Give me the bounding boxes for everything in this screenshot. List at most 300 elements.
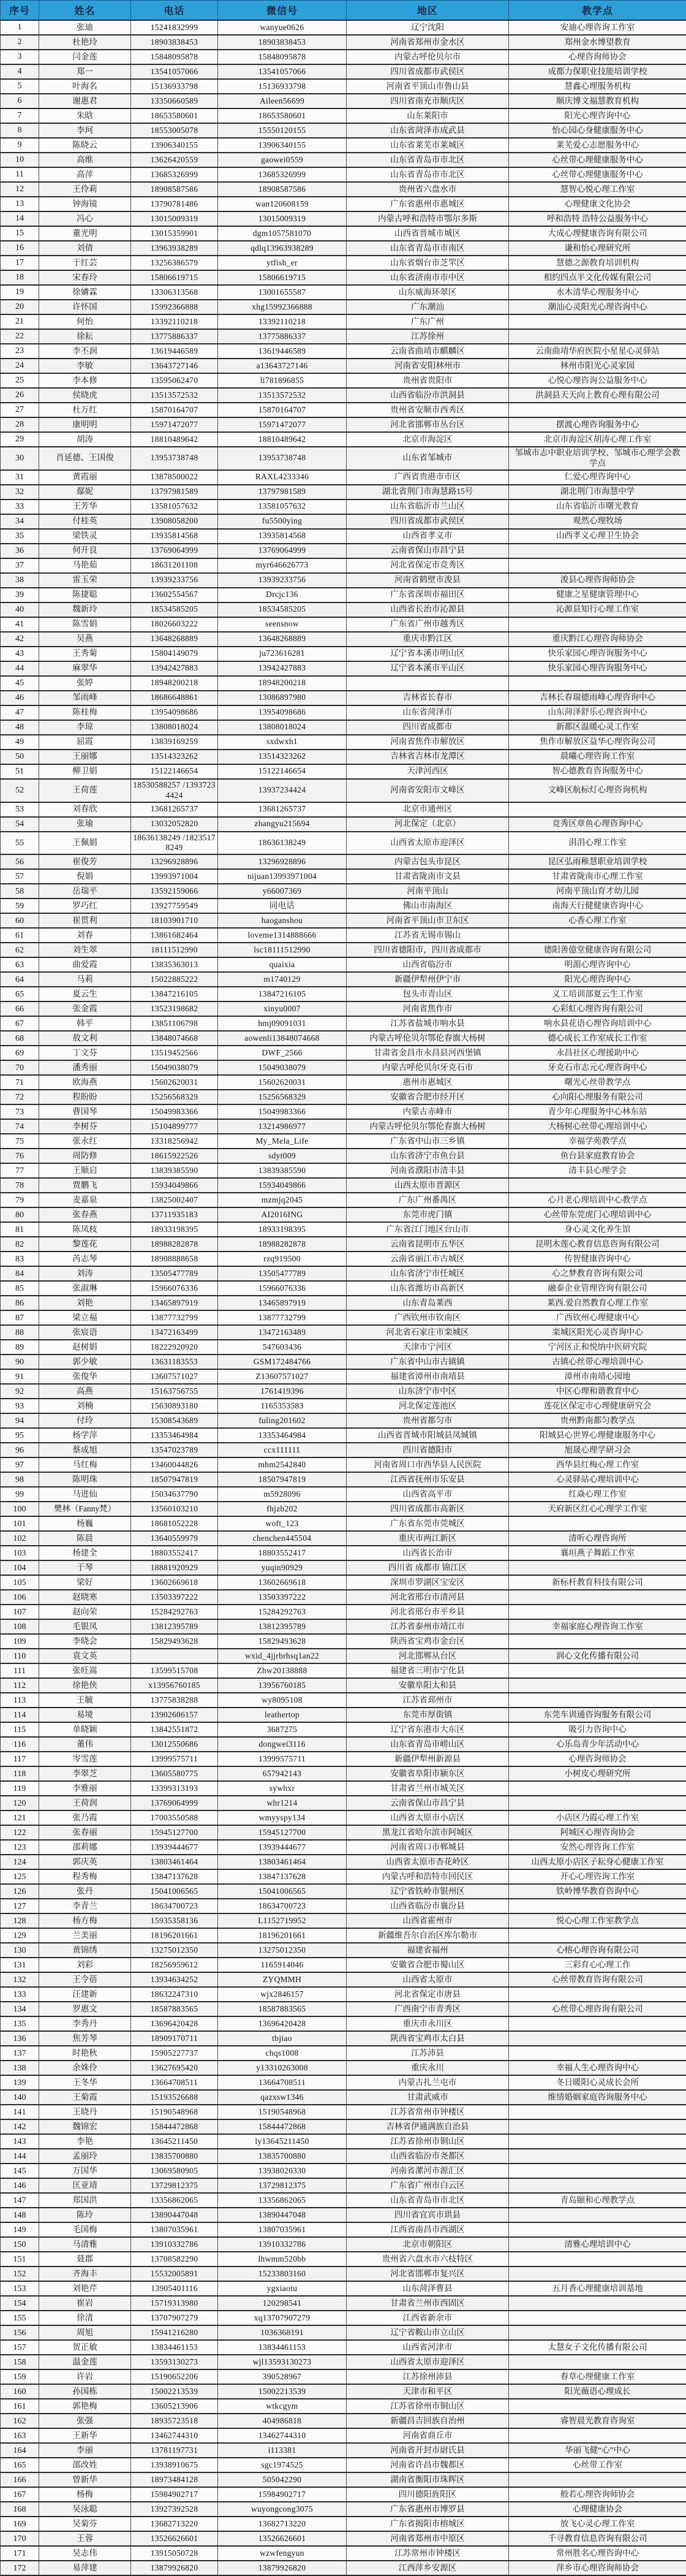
wechat-cell: 15284292763 bbox=[218, 1605, 347, 1619]
region-cell: 山东省邹城市 bbox=[347, 447, 509, 470]
wechat-cell: Zhw20138888 bbox=[218, 1663, 347, 1678]
wechat-cell: 18803552417 bbox=[218, 1546, 347, 1560]
site-cell bbox=[509, 2164, 686, 2178]
table-row bbox=[1, 2428, 686, 2443]
phone-cell: 18686648861 bbox=[131, 691, 218, 705]
site-cell: 心乐岛青少年活动中心 bbox=[509, 1737, 686, 1752]
phone-cell: 15041006565 bbox=[131, 1884, 218, 1899]
region-cell: 山东莱阳市 bbox=[347, 108, 509, 123]
phone-cell: 18988282878 bbox=[131, 1237, 218, 1252]
phone-cell: 13910332786 bbox=[131, 2237, 218, 2252]
seq-cell: 18 bbox=[1, 270, 39, 285]
phone-cell: 13711935183 bbox=[131, 1207, 218, 1222]
region-cell: 吉林省长春市 bbox=[347, 691, 509, 705]
table-row bbox=[1, 2281, 686, 2296]
name-cell: 徐清 bbox=[39, 2311, 131, 2325]
table-row bbox=[1, 1178, 686, 1193]
name-cell: 马艳茹 bbox=[39, 558, 131, 573]
phone-cell: 13769064999 bbox=[131, 544, 218, 558]
name-cell: 李雅丽 bbox=[39, 1781, 131, 1796]
seq-cell: 97 bbox=[1, 1457, 39, 1472]
table-row bbox=[1, 1266, 686, 1281]
phone-cell: 13839169259 bbox=[131, 735, 218, 750]
name-cell: 陈凤枝 bbox=[39, 1222, 131, 1237]
table-row bbox=[1, 1413, 686, 1428]
phone-cell: 15034637790 bbox=[131, 1487, 218, 1502]
table-row bbox=[1, 2002, 686, 2016]
table-row bbox=[1, 2546, 686, 2561]
name-cell: 许怀国 bbox=[39, 300, 131, 314]
table-row bbox=[1, 2031, 686, 2046]
seq-cell: 41 bbox=[1, 617, 39, 632]
site-cell: 广西钦州心理健康中心 bbox=[509, 1310, 686, 1325]
seq-cell: 168 bbox=[1, 2502, 39, 2517]
region-cell: 山东省青岛市市北区 bbox=[347, 153, 509, 167]
region-cell: 甘肃省兰州市城关区 bbox=[347, 1781, 509, 1796]
seq-cell: 157 bbox=[1, 2340, 39, 2355]
name-cell: 李丽 bbox=[39, 2443, 131, 2458]
name-cell: 刘春欣 bbox=[39, 802, 131, 817]
wechat-cell: wan120608159 bbox=[218, 197, 347, 211]
site-cell: 春草心理健康工作室 bbox=[509, 2369, 686, 2384]
table-row bbox=[1, 300, 686, 314]
phone-cell: 18908888658 bbox=[131, 1252, 218, 1266]
site-cell: 仁爱心理咨询中心 bbox=[509, 470, 686, 485]
wechat-cell: 13839385590 bbox=[218, 1163, 347, 1178]
name-cell: 贾鹏飞 bbox=[39, 1178, 131, 1193]
table-row bbox=[1, 2443, 686, 2458]
table-row bbox=[1, 2561, 686, 2575]
table-row bbox=[1, 2193, 686, 2208]
table-row bbox=[1, 270, 686, 285]
name-cell: 周防修 bbox=[39, 1149, 131, 1163]
wechat-cell: 547603436 bbox=[218, 1340, 347, 1354]
site-cell: 慧智心悦心理工作室 bbox=[509, 182, 686, 197]
wechat-cell: 13681265737 bbox=[218, 802, 347, 817]
seq-cell: 7 bbox=[1, 108, 39, 123]
region-cell: 广东广州 bbox=[347, 314, 509, 329]
phone-cell: 18881920929 bbox=[131, 1560, 218, 1575]
wechat-cell: 13935814568 bbox=[218, 529, 347, 544]
phone-cell: 18256959612 bbox=[131, 1958, 218, 1972]
region-cell: 山西省孝义市 bbox=[347, 529, 509, 544]
phone-cell: 18948200218 bbox=[131, 676, 218, 691]
table-row bbox=[1, 447, 686, 470]
wechat-cell: dongwei3116 bbox=[218, 1737, 347, 1752]
region-cell: 河北保定（北京） bbox=[347, 817, 509, 832]
name-cell: 陈捷聪 bbox=[39, 588, 131, 602]
site-cell: 漳州市南靖心园地 bbox=[509, 1369, 686, 1384]
region-cell: 广东省中山市三乡镇 bbox=[347, 1134, 509, 1149]
seq-cell: 40 bbox=[1, 602, 39, 617]
wechat-cell: 13939444677 bbox=[218, 1840, 347, 1855]
site-cell bbox=[509, 1516, 686, 1531]
seq-cell: 137 bbox=[1, 2046, 39, 2061]
table-row bbox=[1, 2399, 686, 2414]
region-cell: 山东省青岛市市北区 bbox=[347, 2193, 509, 2208]
seq-cell: 105 bbox=[1, 1575, 39, 1590]
seq-cell: 89 bbox=[1, 1340, 39, 1354]
name-cell: 杨建全 bbox=[39, 1546, 131, 1560]
wechat-cell: ly13645211450 bbox=[218, 2134, 347, 2149]
name-cell: 谢惠君 bbox=[39, 94, 131, 108]
seq-cell: 165 bbox=[1, 2458, 39, 2472]
wechat-cell: ju723616281 bbox=[218, 647, 347, 661]
site-cell: 山西孝义心理卫生协会 bbox=[509, 529, 686, 544]
wechat-cell: 15829493628 bbox=[218, 1634, 347, 1649]
site-cell: 北京市海淀区胡涛心理工作室 bbox=[509, 432, 686, 447]
site-cell: 太慧女子文化传播有限公司 bbox=[509, 2340, 686, 2355]
seq-cell: 169 bbox=[1, 2517, 39, 2531]
table-row bbox=[1, 1296, 686, 1310]
wechat-cell: 13472163489 bbox=[218, 1325, 347, 1340]
region-cell: 四川省宜宾市珙县 bbox=[347, 2208, 509, 2222]
table-row bbox=[1, 899, 686, 913]
table-row bbox=[1, 1634, 686, 1649]
wechat-cell: wuyongcong3075 bbox=[218, 2502, 347, 2517]
region-cell: 内蒙古呼伦贝尔鄂伦春旗大杨树 bbox=[347, 1031, 509, 1046]
region-cell: 河北省邢台市平乡县 bbox=[347, 1605, 509, 1619]
table-row bbox=[1, 544, 686, 558]
phone-cell: 15848095878 bbox=[131, 50, 218, 64]
region-cell: 福建省三明市宁化县 bbox=[347, 1663, 509, 1678]
name-cell: 赵向荣 bbox=[39, 1605, 131, 1619]
site-cell: 邹城市志中职业培训学校、邹城市心理学会教学点 bbox=[509, 447, 686, 470]
name-cell: 齐海丰 bbox=[39, 2266, 131, 2281]
region-cell: 辽宁省鞍山市立山区 bbox=[347, 2325, 509, 2340]
seq-cell: 159 bbox=[1, 2369, 39, 2384]
region-cell: 山东省济宁市任城区 bbox=[347, 1266, 509, 1281]
table-row bbox=[1, 1928, 686, 1943]
table-row bbox=[1, 1222, 686, 1237]
wechat-cell: 1036368191 bbox=[218, 2325, 347, 2340]
site-cell bbox=[509, 2472, 686, 2487]
site-cell: 心丝带心理健康服务中心 bbox=[509, 167, 686, 182]
region-cell: 重庆市两江新区 bbox=[347, 1531, 509, 1546]
region-cell: 广东广州番禺区 bbox=[347, 1193, 509, 1207]
wechat-cell: 15122146654 bbox=[218, 764, 347, 779]
phone-cell: 15193526688 bbox=[131, 2090, 218, 2105]
region-cell: 山东省青岛市市南区 bbox=[347, 241, 509, 256]
region-cell: 辽宁省本溪市明山区 bbox=[347, 647, 509, 661]
table-row bbox=[1, 2369, 686, 2384]
site-cell bbox=[509, 2105, 686, 2119]
wechat-cell: wjl13593130273 bbox=[218, 2355, 347, 2369]
seq-cell: 53 bbox=[1, 802, 39, 817]
table-row bbox=[1, 2517, 686, 2531]
seq-cell: 92 bbox=[1, 1384, 39, 1399]
header-name: 姓名 bbox=[39, 1, 131, 21]
region-cell: 山西省太原市迎泽区 bbox=[347, 832, 509, 855]
phone-cell: 13519452566 bbox=[131, 1046, 218, 1060]
wechat-cell: 15966076336 bbox=[218, 1281, 347, 1296]
phone-cell: 13906340155 bbox=[131, 138, 218, 153]
seq-cell: 3 bbox=[1, 50, 39, 64]
seq-cell: 81 bbox=[1, 1222, 39, 1237]
table-row bbox=[1, 2222, 686, 2237]
wechat-cell: 657942143 bbox=[218, 1766, 347, 1781]
name-cell: 张旺嵩 bbox=[39, 1663, 131, 1678]
seq-cell: 141 bbox=[1, 2105, 39, 2119]
seq-cell: 74 bbox=[1, 1119, 39, 1134]
name-cell: 王荷润 bbox=[39, 1796, 131, 1810]
region-cell: 新疆伊犁州新源县 bbox=[347, 1752, 509, 1766]
seq-cell: 111 bbox=[1, 1663, 39, 1678]
wechat-cell: 13803461464 bbox=[218, 1855, 347, 1869]
site-cell bbox=[509, 2266, 686, 2281]
name-cell: 黄锦绣 bbox=[39, 1943, 131, 1958]
table-row bbox=[1, 972, 686, 987]
region-cell: 山西省临汾市洪洞县 bbox=[347, 388, 509, 403]
name-cell: 徐嫾霖 bbox=[39, 285, 131, 300]
phone-cell: 18103901710 bbox=[131, 913, 218, 928]
wechat-cell: GSM172484766 bbox=[218, 1354, 347, 1369]
table-row bbox=[1, 2252, 686, 2266]
seq-cell: 60 bbox=[1, 913, 39, 928]
table-row bbox=[1, 1752, 686, 1766]
table-row bbox=[1, 2384, 686, 2399]
wechat-cell: 13465897919 bbox=[218, 1296, 347, 1310]
name-cell: 董光明 bbox=[39, 226, 131, 241]
phone-cell: 13954098686 bbox=[131, 705, 218, 720]
table-row bbox=[1, 2266, 686, 2281]
name-cell: 单晓颖 bbox=[39, 1722, 131, 1737]
name-cell: 徐艳侠 bbox=[39, 1678, 131, 1693]
name-cell: 马红梅 bbox=[39, 1457, 131, 1472]
table-row bbox=[1, 1487, 686, 1502]
table-row bbox=[1, 735, 686, 750]
wechat-cell: 同电话 bbox=[218, 899, 347, 913]
wechat-cell: 18587883565 bbox=[218, 2002, 347, 2016]
phone-cell: 15122146654 bbox=[131, 764, 218, 779]
wechat-cell: 1165914046 bbox=[218, 1958, 347, 1972]
region-cell: 甘肃省金昌市永昌县河西堡镇 bbox=[347, 1046, 509, 1060]
seq-cell: 25 bbox=[1, 373, 39, 388]
region-cell: 江苏省邳州市 bbox=[347, 1693, 509, 1708]
phone-cell: 15719313980 bbox=[131, 2296, 218, 2311]
site-cell bbox=[509, 2399, 686, 2414]
wechat-cell: fuling201602 bbox=[218, 1413, 347, 1428]
region-cell: 内蒙古扎兰屯市 bbox=[347, 2075, 509, 2090]
phone-cell: 13905401116 bbox=[131, 2281, 218, 2296]
site-cell: 心之梦教育咨询有限公司 bbox=[509, 1266, 686, 1281]
wechat-cell: a13643727146 bbox=[218, 359, 347, 373]
seq-cell: 136 bbox=[1, 2031, 39, 2046]
seq-cell: 101 bbox=[1, 1516, 39, 1531]
seq-cell: 75 bbox=[1, 1134, 39, 1149]
seq-cell: 127 bbox=[1, 1899, 39, 1913]
region-cell: 江苏省无锡市锡山 bbox=[347, 928, 509, 943]
table-row bbox=[1, 2164, 686, 2178]
table-row bbox=[1, 1001, 686, 1016]
site-cell: 阳光心理咨询中心 bbox=[509, 108, 686, 123]
site-cell: 潮汕心灵阳光心理咨询中心 bbox=[509, 300, 686, 314]
region-cell: 内蒙古包头市昆区 bbox=[347, 854, 509, 869]
table-row bbox=[1, 2061, 686, 2075]
phone-cell: 13607571027 bbox=[131, 1369, 218, 1384]
region-cell: 辽宁省铁岭市银州区 bbox=[347, 1884, 509, 1899]
name-cell: 付桂英 bbox=[39, 514, 131, 529]
phone-cell: 15966076336 bbox=[131, 1281, 218, 1296]
site-cell bbox=[509, 928, 686, 943]
phone-cell: 18933198395 bbox=[131, 1222, 218, 1237]
phone-cell: 15870164707 bbox=[131, 403, 218, 417]
region-cell: 安徽省阜阳市颍东区 bbox=[347, 1766, 509, 1781]
table-row bbox=[1, 314, 686, 329]
seq-cell: 21 bbox=[1, 314, 39, 329]
region-cell: 山东省莱芜市莱城区 bbox=[347, 138, 509, 153]
region-cell: 东莞市厚街镇 bbox=[347, 1708, 509, 1722]
site-cell: 心理咨询师协会 bbox=[509, 50, 686, 64]
wechat-cell: 13513572532 bbox=[218, 388, 347, 403]
region-cell: 湖北省荆门市海慧路15号 bbox=[347, 485, 509, 500]
name-cell: 刘生翠 bbox=[39, 943, 131, 957]
table-row bbox=[1, 1149, 686, 1163]
wechat-cell: 18636138249 bbox=[218, 832, 347, 855]
seq-cell: 91 bbox=[1, 1369, 39, 1384]
name-cell: 王秀菊 bbox=[39, 647, 131, 661]
site-cell: 相约四点半文化传媒有限公司 bbox=[509, 270, 686, 285]
site-cell bbox=[509, 314, 686, 329]
phone-cell: 13306313568 bbox=[131, 285, 218, 300]
phone-cell: 13503397222 bbox=[131, 1590, 218, 1605]
seq-cell: 22 bbox=[1, 329, 39, 344]
seq-cell: 163 bbox=[1, 2428, 39, 2443]
seq-cell: 172 bbox=[1, 2561, 39, 2575]
table-row bbox=[1, 647, 686, 661]
phone-cell: 15256568329 bbox=[131, 1090, 218, 1104]
region-cell: 山西省临汾市尧都区 bbox=[347, 2149, 509, 2164]
table-row bbox=[1, 832, 686, 855]
wechat-cell: 15233803160 bbox=[218, 2266, 347, 2281]
site-cell: 心丝带教育咨询有限公司 bbox=[509, 1972, 686, 1987]
wechat-cell: y13310263008 bbox=[218, 2061, 347, 2075]
site-cell: 心理健康协会 bbox=[509, 2502, 686, 2517]
name-cell: 陈明珠 bbox=[39, 1472, 131, 1487]
wechat-cell: leathertop bbox=[218, 1708, 347, 1722]
wechat-cell: 18634700723 bbox=[218, 1899, 347, 1913]
table-row bbox=[1, 2178, 686, 2193]
site-cell: 成都力保职业技能培训学校 bbox=[509, 64, 686, 79]
table-row bbox=[1, 1693, 686, 1708]
seq-cell: 9 bbox=[1, 138, 39, 153]
phone-cell: 18653580601 bbox=[131, 108, 218, 123]
site-cell: 心彩虹心理咨询有限公司 bbox=[509, 1001, 686, 1016]
wechat-cell: 15934049866 bbox=[218, 1178, 347, 1193]
wechat-cell: mhm2542840 bbox=[218, 1457, 347, 1472]
seq-cell: 62 bbox=[1, 943, 39, 957]
wechat-cell: 15190548968 bbox=[218, 2105, 347, 2119]
region-cell: 北京市海淀区 bbox=[347, 432, 509, 447]
region-cell: 河南省焦作市解放区 bbox=[347, 735, 509, 750]
site-cell: 大成心理健康咨询有限公司 bbox=[509, 226, 686, 241]
site-cell: 青岛颐和心理教学点 bbox=[509, 2193, 686, 2208]
phone-cell: 13392110218 bbox=[131, 314, 218, 329]
region-cell: 山东省济宁市鱼台县 bbox=[347, 1149, 509, 1163]
seq-cell: 13 bbox=[1, 197, 39, 211]
table-row bbox=[1, 1310, 686, 1325]
wechat-cell: AI2016ING bbox=[218, 1207, 347, 1222]
region-cell: 山东省菏泽市成武县 bbox=[347, 123, 509, 138]
wechat-cell: sxdwxh1 bbox=[218, 735, 347, 750]
table-row bbox=[1, 750, 686, 764]
phone-cell: 13631183553 bbox=[131, 1354, 218, 1369]
wechat-cell: 13953738748 bbox=[218, 447, 347, 470]
seq-cell: 144 bbox=[1, 2149, 39, 2164]
site-cell: 阳城县心世界心理健康服务中心 bbox=[509, 1428, 686, 1443]
site-cell bbox=[509, 2296, 686, 2311]
name-cell: 魏新玲 bbox=[39, 602, 131, 617]
name-cell: 邵改姓 bbox=[39, 2458, 131, 2472]
seq-cell: 85 bbox=[1, 1281, 39, 1296]
seq-cell: 8 bbox=[1, 123, 39, 138]
seq-cell: 109 bbox=[1, 1634, 39, 1649]
table-row bbox=[1, 1046, 686, 1060]
wechat-cell: 13807035961 bbox=[218, 2222, 347, 2237]
table-row bbox=[1, 2487, 686, 2502]
table-row bbox=[1, 573, 686, 588]
wechat-cell: 15041006565 bbox=[218, 1884, 347, 1899]
table-row bbox=[1, 1766, 686, 1781]
table-row bbox=[1, 388, 686, 403]
name-cell: 李秀丹 bbox=[39, 2016, 131, 2031]
wechat-cell: wanyue0626 bbox=[218, 20, 347, 35]
table-row bbox=[1, 2296, 686, 2311]
table-header bbox=[1, 1, 686, 21]
table-row bbox=[1, 676, 686, 691]
name-cell: 梁立福 bbox=[39, 1310, 131, 1325]
table-row bbox=[1, 94, 686, 108]
table-row bbox=[1, 1590, 686, 1605]
wechat-cell: hmj09091031 bbox=[218, 1016, 347, 1031]
table-row bbox=[1, 928, 686, 943]
seq-cell: 131 bbox=[1, 1958, 39, 1972]
table-row bbox=[1, 1708, 686, 1722]
seq-cell: 23 bbox=[1, 344, 39, 359]
seq-cell: 52 bbox=[1, 779, 39, 802]
phone-cell: 13842551872 bbox=[131, 1722, 218, 1737]
region-cell: 山西省临汾市 bbox=[347, 957, 509, 972]
name-cell: 万国华 bbox=[39, 2164, 131, 2178]
site-cell bbox=[509, 403, 686, 417]
wechat-cell: 404986818 bbox=[218, 2414, 347, 2428]
phone-cell: 15905227737 bbox=[131, 2046, 218, 2061]
name-cell: 郑一 bbox=[39, 64, 131, 79]
region-cell: 河南省平顶山市卫东区 bbox=[347, 913, 509, 928]
seq-cell: 142 bbox=[1, 2119, 39, 2134]
name-cell: 李敏 bbox=[39, 359, 131, 373]
name-cell: 刘艳 bbox=[39, 1296, 131, 1310]
phone-cell: 15945127700 bbox=[131, 1825, 218, 1840]
seq-cell: 100 bbox=[1, 1502, 39, 1516]
name-cell: 李丕润 bbox=[39, 344, 131, 359]
site-cell bbox=[509, 2031, 686, 2046]
region-cell: 内蒙古赤峰市 bbox=[347, 1104, 509, 1119]
site-cell bbox=[509, 1693, 686, 1708]
region-cell: 云南省曲靖市麒麟区 bbox=[347, 344, 509, 359]
seq-cell: 29 bbox=[1, 432, 39, 447]
region-cell: 广东省中山市古镇镇 bbox=[347, 1354, 509, 1369]
site-cell: 萍乡市心理咨询师协会 bbox=[509, 2561, 686, 2575]
site-cell: 新都区温暖心灵工作室 bbox=[509, 720, 686, 735]
name-cell: 岑雪莲 bbox=[39, 1752, 131, 1766]
seq-cell: 148 bbox=[1, 2208, 39, 2222]
region-cell: 重庆市黔江区 bbox=[347, 632, 509, 647]
wechat-cell: L1152719952 bbox=[218, 1913, 347, 1928]
wechat-cell: woft_123 bbox=[218, 1516, 347, 1531]
site-cell: 襄垣燕子舞蹈工作室 bbox=[509, 1546, 686, 1560]
table-row bbox=[1, 1943, 686, 1958]
